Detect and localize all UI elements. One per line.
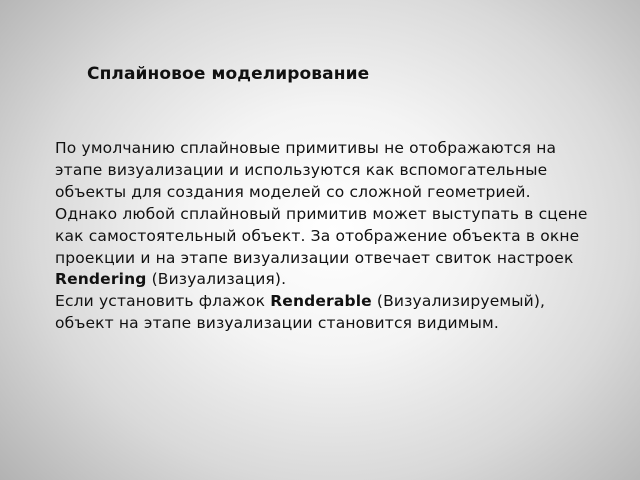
- paragraph-1-tail: (Визуализация).: [146, 270, 287, 289]
- paragraph-2-text: Если установить флажок: [55, 292, 271, 311]
- rendering-term: Rendering: [55, 270, 147, 289]
- paragraph-2: [55, 292, 545, 332]
- slide-body: [55, 138, 595, 335]
- paragraph-1: [55, 139, 588, 288]
- paragraph-2-tail: (Визуализируемый), объект на этапе визуализации становится видимым.: [55, 292, 546, 333]
- paragraph-1-text: По умолчанию сплайновые примитивы не отображаются на этапе визуализации и используются как вспомогательные объекты для создания моделей со сложной геометрией. Однако любой сплайновый примитив может выступать в сцене как самостоятельный объект. За отображение объекта в окне проекции и на этапе визуализации отвечает свиток настроек: [55, 139, 588, 267]
- slide-title: Сплайновое моделирование: [87, 64, 370, 84]
- renderable-term: Renderable: [270, 292, 372, 311]
